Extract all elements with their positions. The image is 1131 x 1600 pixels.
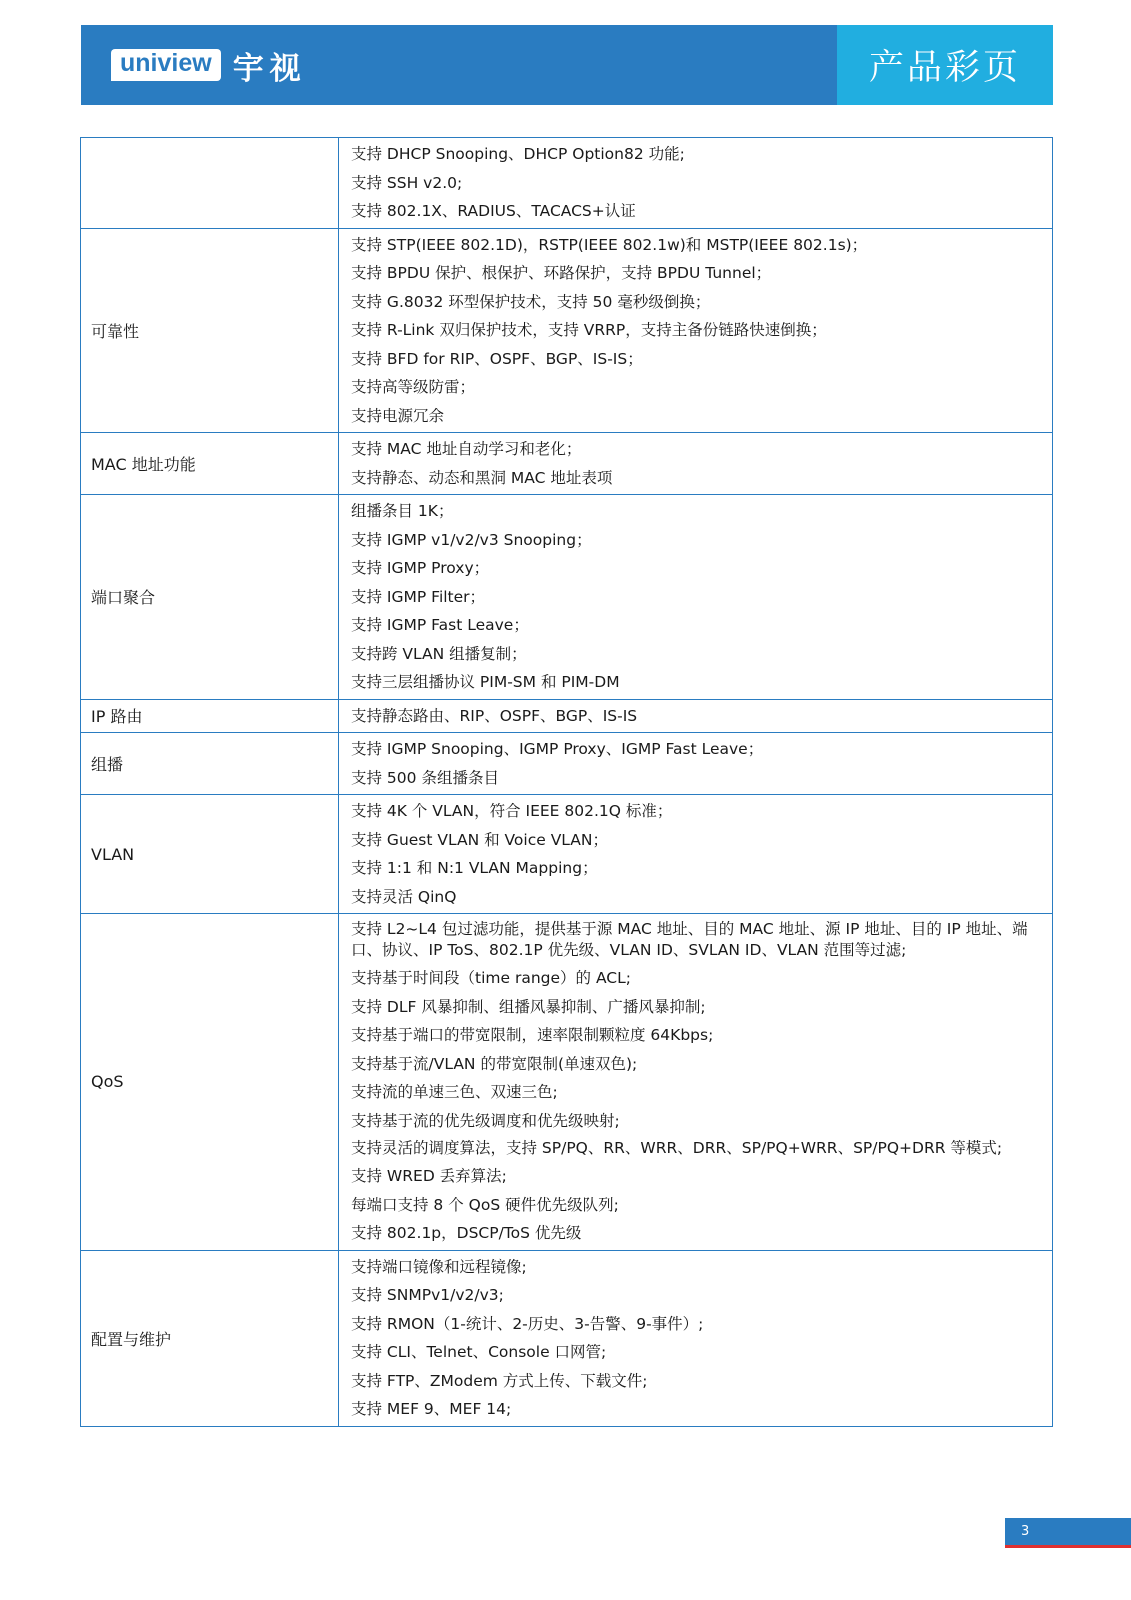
- list-item: 支持 SSH v2.0;: [351, 173, 463, 192]
- list-item: 支持基于端口的带宽限制，速率限制颗粒度 64Kbps;: [351, 1026, 714, 1044]
- list-item: 支持 IGMP Filter；: [351, 587, 486, 606]
- brand-area: [81, 25, 837, 105]
- brand-name-cn: 宇视: [232, 50, 307, 87]
- list-item: 支持 FTP、ZModem 方式上传、下载文件;: [351, 1371, 648, 1390]
- row-label: 组播: [81, 733, 339, 795]
- list-item: 支持 MEF 9、MEF 14;: [351, 1400, 512, 1418]
- list-item: 支持基于流的优先级调度和优先级映射;: [351, 1111, 620, 1130]
- list-item: 支持 CLI、Telnet、Console 口网管;: [351, 1343, 607, 1361]
- row-label: 端口聚合: [81, 495, 339, 700]
- list-item: 支持电源冗余: [351, 406, 445, 425]
- list-item: 支持 IGMP Fast Leave；: [351, 616, 529, 634]
- list-item: 支持 4K 个 VLAN，符合 IEEE 802.1Q 标准；: [351, 802, 673, 820]
- list-item: 支持 DHCP Snooping、DHCP Option82 功能;: [351, 145, 685, 163]
- row-label: 可靠性: [81, 228, 339, 433]
- row-content: [339, 1250, 1053, 1426]
- table-row: [81, 795, 1053, 914]
- list-item: 支持 STP(IEEE 802.1D)，RSTP(IEEE 802.1w)和 MSTP(IEEE 802.1s)；: [351, 235, 868, 254]
- list-item: 支持端口镜像和远程镜像;: [351, 1257, 527, 1276]
- row-content: [339, 914, 1053, 1251]
- list-item: 支持 500 条组播条目: [351, 768, 499, 787]
- table-row: [81, 699, 1053, 733]
- row-label: MAC 地址功能: [81, 433, 339, 495]
- table-row: [81, 228, 1053, 433]
- list-item: 每端口支持 8 个 QoS 硬件优先级队列;: [351, 1195, 619, 1214]
- list-item: 支持 BFD for RIP、OSPF、BGP、IS-IS；: [351, 349, 643, 368]
- table-row: [81, 733, 1053, 795]
- table-row: [81, 914, 1053, 1251]
- page-header: [81, 25, 1053, 105]
- page-number: 3: [1005, 1518, 1131, 1548]
- brand-logo: uniview: [111, 49, 221, 81]
- list-item: 支持跨 VLAN 组播复制；: [351, 644, 527, 663]
- list-item: 支持流的单速三色、双速三色;: [351, 1083, 558, 1101]
- list-item: 支持基于时间段（time range）的 ACL;: [351, 969, 631, 987]
- list-item: 支持 Guest VLAN 和 Voice VLAN；: [351, 830, 608, 849]
- row-content: [339, 138, 1053, 229]
- list-item: 支持 1:1 和 N:1 VLAN Mapping；: [351, 859, 598, 877]
- list-item: 支持 IGMP Snooping、IGMP Proxy、IGMP Fast Leave；: [351, 740, 764, 758]
- list-item: 支持基于流/VLAN 的带宽限制(单速双色);: [351, 1054, 638, 1073]
- spec-table: [80, 137, 1053, 1427]
- list-item: 支持 IGMP Proxy；: [351, 559, 490, 577]
- list-item: 支持 RMON（1-统计、2-历史、3-告警、9-事件）;: [351, 1314, 704, 1333]
- row-content: [339, 733, 1053, 795]
- row-content: [339, 699, 1053, 733]
- table-row: [81, 138, 1053, 229]
- page-title: 产品彩页: [868, 48, 1021, 88]
- row-label: IP 路由: [81, 699, 339, 733]
- row-label: 配置与维护: [81, 1250, 339, 1426]
- row-label: VLAN: [81, 795, 339, 914]
- list-item: 支持静态、动态和黑洞 MAC 地址表项: [351, 468, 613, 487]
- list-item: 支持 R-Link 双归保护技术，支持 VRRP，支持主备份链路快速倒换；: [351, 321, 827, 339]
- list-item: 支持 IGMP v1/v2/v3 Snooping；: [351, 530, 592, 549]
- list-item: 支持 BPDU 保护、根保护、环路保护，支持 BPDU Tunnel；: [351, 264, 772, 282]
- list-item: 支持 G.8032 环型保护技术，支持 50 毫秒级倒换；: [351, 292, 711, 311]
- table-row: [81, 433, 1053, 495]
- list-item: 支持静态路由、RIP、OSPF、BGP、IS-IS: [351, 706, 638, 725]
- table-row: [81, 495, 1053, 700]
- row-label: QoS: [81, 914, 339, 1251]
- list-item: 支持 SNMPv1/v2/v3;: [351, 1286, 504, 1304]
- list-item: 支持三层组播协议 PIM-SM 和 PIM-DM: [351, 673, 620, 691]
- list-item: 支持 MAC 地址自动学习和老化；: [351, 440, 582, 458]
- list-item: 支持 L2~L4 包过滤功能，提供基于源 MAC 地址、目的 MAC 地址、源 IP 地址、目的 IP 地址、端口、协议、IP ToS、802.1P 优先级、VLAN ID、SVLAN ID、VLAN 范围等过滤;: [351, 920, 1028, 959]
- row-content: [339, 495, 1053, 700]
- list-item: 支持 WRED 丢弃算法;: [351, 1167, 507, 1185]
- list-item: 组播条目 1K；: [351, 502, 454, 520]
- list-item: 支持高等级防雷；: [351, 378, 476, 396]
- header-title-panel: [837, 25, 1053, 105]
- row-content: [339, 433, 1053, 495]
- list-item: 支持 DLF 风暴抑制、组播风暴抑制、广播风暴抑制;: [351, 997, 706, 1016]
- list-item: 支持灵活 QinQ: [351, 887, 457, 906]
- row-content: [339, 228, 1053, 433]
- list-item: 支持 802.1X、RADIUS、TACACS+认证: [351, 202, 636, 220]
- table-row: [81, 1250, 1053, 1426]
- row-content: [339, 795, 1053, 914]
- list-item: 支持 802.1p，DSCP/ToS 优先级: [351, 1224, 582, 1242]
- row-label: [81, 138, 339, 229]
- list-item: 支持灵活的调度算法，支持 SP/PQ、RR、WRR、DRR、SP/PQ+WRR、SP/PQ+DRR 等模式;: [351, 1139, 1003, 1157]
